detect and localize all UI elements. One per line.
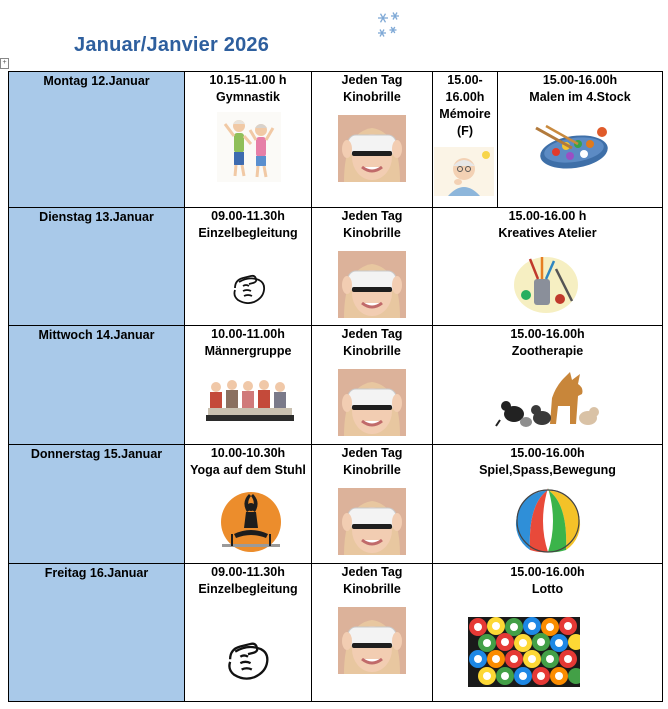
beach-ball-icon xyxy=(515,488,581,554)
paint-palette-icon xyxy=(532,122,612,172)
activity-time: Jeden Tag xyxy=(341,565,403,579)
activity-name: Kreatives Atelier xyxy=(498,226,597,240)
activity-cell xyxy=(184,325,312,445)
vr-headset-photo xyxy=(338,607,406,674)
men-group-icon xyxy=(206,373,294,425)
day-label: Freitag 16.Januar xyxy=(44,566,149,580)
activity-cell xyxy=(184,444,312,564)
activity-name: Mémoire (F) xyxy=(439,107,491,138)
chair-yoga-icon xyxy=(218,490,284,554)
day-label: Dienstag 13.Januar xyxy=(39,210,154,224)
activity-time: 10.00-10.30h xyxy=(210,446,286,460)
activity-time: 09.00-11.30h xyxy=(211,565,285,579)
activity-name: Yoga auf dem Stuhl xyxy=(190,463,306,477)
page-title: Januar/Janvier 2026 xyxy=(74,34,270,56)
activity-cell xyxy=(432,71,498,208)
craft-tools-icon xyxy=(512,255,580,315)
activity-time: 15.00-16.00 h xyxy=(508,209,587,223)
activity-cell xyxy=(184,563,312,702)
activity-time: 15.00-16.00h xyxy=(510,446,585,460)
activity-time: Jeden Tag xyxy=(341,327,403,341)
day-cell xyxy=(8,71,185,208)
activity-name: Einzelbegleitung xyxy=(198,226,298,240)
activity-time: 15.00-16.00h xyxy=(510,327,585,341)
thinking-senior-icon xyxy=(434,147,494,196)
activity-cell xyxy=(432,325,663,445)
gymnastics-seniors-icon xyxy=(217,112,281,182)
day-label: Donnerstag 15.Januar xyxy=(30,447,163,461)
activity-name: Kinobrille xyxy=(343,226,401,240)
activity-cell xyxy=(311,71,433,208)
activity-time: 15.00-16.00h xyxy=(445,73,485,104)
activity-name: Kinobrille xyxy=(343,344,401,358)
activity-name: Zootherapie xyxy=(511,344,584,358)
activity-cell xyxy=(497,71,663,208)
table-move-handle[interactable]: + xyxy=(0,58,9,69)
activity-name: Gymnastik xyxy=(216,90,280,104)
activity-cell xyxy=(432,207,663,326)
activity-name: Einzelbegleitung xyxy=(198,582,298,596)
activity-name: Spiel,Spass,Bewegung xyxy=(479,463,616,477)
activity-name: Lotto xyxy=(531,582,564,596)
activity-time: 09.00-11.30h xyxy=(211,209,285,223)
activity-cell xyxy=(432,563,663,702)
activity-name: Kinobrille xyxy=(343,582,401,596)
activity-time: Jeden Tag xyxy=(341,73,403,87)
activity-time: Jeden Tag xyxy=(341,446,403,460)
activity-cell xyxy=(184,207,312,326)
activity-cell xyxy=(311,563,433,702)
day-cell xyxy=(8,207,185,326)
activity-time: 10.00-11.00h xyxy=(211,327,285,341)
lotto-balls-icon xyxy=(468,617,580,687)
activity-time: 15.00-16.00h xyxy=(542,73,618,87)
day-label: Mittwoch 14.Januar xyxy=(38,328,155,342)
day-cell xyxy=(8,563,185,702)
activity-cell xyxy=(311,207,433,326)
day-cell xyxy=(8,325,185,445)
vr-headset-photo xyxy=(338,488,406,555)
holding-hands-icon xyxy=(225,636,271,680)
activity-cell xyxy=(184,71,312,208)
day-label: Montag 12.Januar xyxy=(43,74,150,88)
activity-cell xyxy=(311,325,433,445)
activity-name: Malen im 4.Stock xyxy=(529,90,631,104)
snowflake-icon xyxy=(374,8,404,42)
activity-time: 15.00-16.00h xyxy=(510,565,585,579)
activity-name: Kinobrille xyxy=(343,90,401,104)
activity-name: Kinobrille xyxy=(343,463,401,477)
holding-hands-icon xyxy=(231,270,267,304)
vr-headset-photo xyxy=(338,369,406,436)
activity-name: Männergruppe xyxy=(204,344,292,358)
activity-cell xyxy=(432,444,663,564)
activity-time: Jeden Tag xyxy=(341,209,403,223)
day-cell xyxy=(8,444,185,564)
animals-icon xyxy=(494,372,604,432)
activity-cell xyxy=(311,444,433,564)
activity-time: 10.15-11.00 h xyxy=(209,73,287,87)
vr-headset-photo xyxy=(338,115,406,182)
vr-headset-photo xyxy=(338,251,406,318)
